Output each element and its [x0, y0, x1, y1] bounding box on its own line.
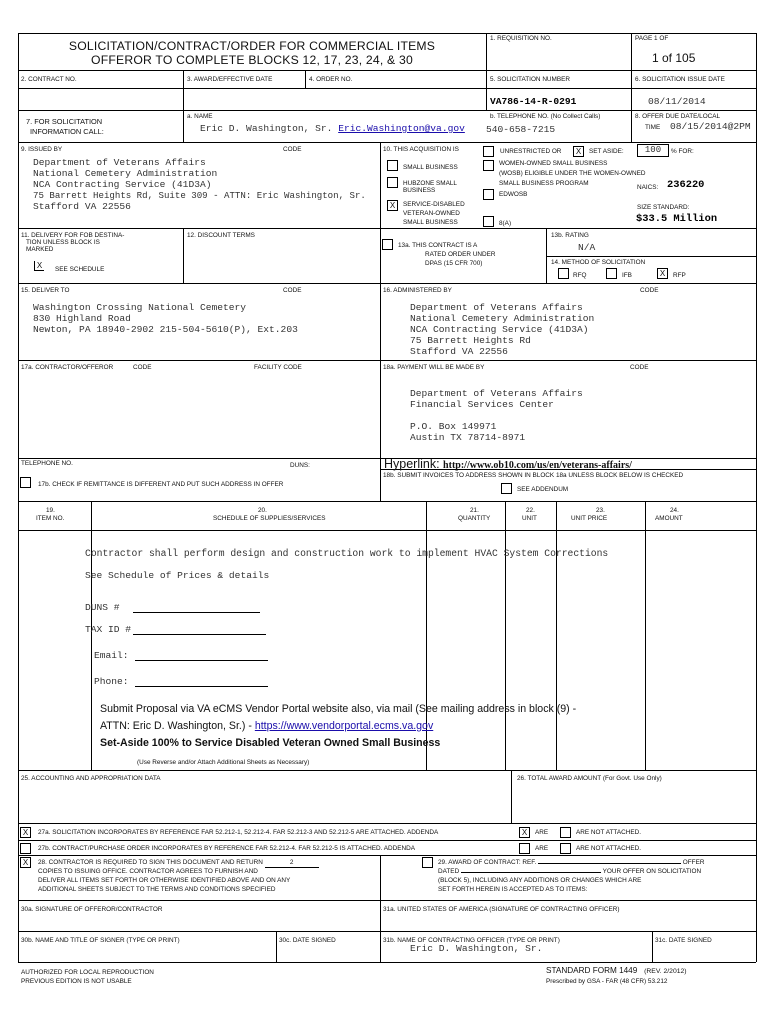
- 29-line3: (BLOCK 5), INCLUDING ANY ADDITIONS OR CHANGES WHICH ARE: [438, 877, 642, 884]
- taxid-field-label: TAX ID #: [85, 624, 132, 635]
- 27b-are-label: ARE: [535, 845, 549, 852]
- 31b-label: 31b. NAME OF CONTRACTING OFFICER (TYPE OR PRINT): [383, 937, 560, 944]
- see-schedule-label: SEE SCHEDULE: [55, 266, 105, 273]
- rfp-checkbox[interactable]: X: [657, 268, 668, 279]
- col24-label: AMOUNT: [655, 515, 683, 522]
- admin-line5: Stafford VA 22556: [410, 346, 508, 357]
- accounting-label: 25. ACCOUNTING AND APPROPRIATION DATA: [21, 775, 161, 782]
- 27a-are-label: ARE: [535, 829, 549, 836]
- hubzone-label1: HUBZONE SMALL: [403, 180, 457, 187]
- small-business-label: SMALL BUSINESS: [403, 164, 458, 171]
- issue-date-label: 6. SOLICITATION ISSUE DATE: [635, 76, 725, 83]
- set-aside-label: SET ASIDE:: [589, 148, 624, 155]
- name-label: a. NAME: [187, 113, 213, 120]
- issued-by-code-label: CODE: [283, 146, 302, 153]
- 8a-checkbox[interactable]: [483, 216, 494, 227]
- issued-by-label: 9. ISSUED BY: [21, 146, 63, 153]
- percent-for-label: % FOR:: [671, 148, 694, 155]
- ifb-checkbox[interactable]: [606, 268, 617, 279]
- see-addendum-label: SEE ADDENDUM: [517, 486, 569, 493]
- issued-by-line4: 75 Barrett Heights Rd, Suite 309 - ATTN: Eric Washington, Sr.: [33, 190, 366, 201]
- hyperlink-label: Hyperlink:: [384, 457, 444, 471]
- 29-checkbox[interactable]: [422, 857, 433, 868]
- edwosb-label: EDWOSB: [499, 191, 528, 198]
- delivery-fob-label2: TION UNLESS BLOCK IS: [26, 239, 100, 246]
- offer-due-value: 08/15/2014@2PM: [670, 121, 751, 132]
- acquisition-label: 10. THIS ACQUISITION IS: [383, 146, 459, 153]
- 30b-label: 30b. NAME AND TITLE OF SIGNER (TYPE OR PRINT): [21, 937, 180, 944]
- 31b-value: Eric D. Washington, Sr.: [410, 943, 543, 954]
- submit-proposal-line1: Submit Proposal via VA eCMS Vendor Portal website also, via mail (See mailing address in block (9) -: [100, 703, 577, 715]
- page-count: 1 of 105: [652, 51, 696, 65]
- copies-field[interactable]: 2: [265, 859, 319, 868]
- sdvosb-checkbox[interactable]: X: [387, 200, 398, 211]
- rated-order-label2: RATED ORDER UNDER: [425, 251, 496, 258]
- admin-line3: NCA Contracting Service (41D3A): [410, 324, 589, 335]
- hyperlink[interactable]: [384, 455, 632, 473]
- solicitation-number-label: 5. SOLICITATION NUMBER: [490, 76, 571, 83]
- payment-line4: P.O. Box 149971: [410, 421, 497, 432]
- prescribed-label: Prescribed by GSA - FAR (48 CFR) 53.212: [546, 978, 668, 985]
- col21-num: 21.: [470, 507, 479, 514]
- rfq-checkbox[interactable]: [558, 268, 569, 279]
- hubzone-label2: BUSINESS: [403, 187, 436, 194]
- 30c-label: 30c. DATE SIGNED: [279, 937, 336, 944]
- administered-by-label: 16. ADMINISTERED BY: [383, 287, 452, 294]
- page-label: PAGE 1 OF: [635, 35, 669, 42]
- sdvosb-label2: VETERAN-OWNED: [403, 210, 460, 217]
- 27a-are-not-checkbox[interactable]: [560, 827, 571, 838]
- col21-label: QUANTITY: [458, 515, 491, 522]
- admin-line1: Department of Veterans Affairs: [410, 302, 583, 313]
- delivery-fob-label1: 11. DELIVERY FOR FOB DESTINA-: [21, 232, 125, 239]
- deliver-to-label: 15. DELIVER TO: [21, 287, 70, 294]
- sdvosb-label1: SERVICE-DISABLED: [403, 201, 465, 208]
- remittance-checkbox[interactable]: [20, 477, 31, 488]
- email-input[interactable]: [135, 660, 268, 661]
- col23-num: 23.: [596, 507, 605, 514]
- payment-line1: Department of Veterans Affairs: [410, 388, 583, 399]
- 27a-are-not-label: ARE NOT ATTACHED.: [576, 829, 641, 836]
- payment-line5: Austin TX 78714-8971: [410, 432, 526, 443]
- 31a-label: 31a. UNITED STATES OF AMERICA (SIGNATURE OF CONTRACTING OFFICER): [383, 906, 620, 913]
- unrestricted-label: UNRESTRICTED OR: [500, 148, 562, 155]
- 27b-are-checkbox[interactable]: [519, 843, 530, 854]
- award-date-label: 3. AWARD/EFFECTIVE DATE: [187, 76, 273, 83]
- 29-line1: 29. AWARD OF CONTRACT: REF. OFFER: [438, 859, 705, 866]
- col19-num: 19.: [46, 507, 55, 514]
- issued-by-line2: National Cemetery Administration: [33, 168, 218, 179]
- col22-num: 22.: [526, 507, 535, 514]
- duns-field-label: DUNS #: [85, 602, 120, 613]
- issued-by-line3: NCA Contracting Service (41D3A): [33, 179, 212, 190]
- 31c-label: 31c. DATE SIGNED: [655, 937, 712, 944]
- 28-line3: DELIVER ALL ITEMS SET FORTH OR OTHERWISE IDENTIFIED ABOVE AND ON ANY: [38, 877, 291, 884]
- col24-num: 24.: [670, 507, 679, 514]
- vendor-portal-link[interactable]: https://www.vendorportal.ecms.va.gov: [254, 720, 434, 732]
- 28-line2: COPIES TO ISSUING OFFICE. CONTRACTOR AGREES TO FURNISH AND: [38, 868, 258, 875]
- telephone-label: b. TELEPHONE NO. (No Collect Calls): [490, 113, 601, 120]
- remittance-label: 17b. CHECK IF REMITTANCE IS DIFFERENT AND PUT SUCH ADDRESS IN OFFER: [38, 481, 284, 488]
- solicitation-info-label: 7. FOR SOLICITATION: [26, 117, 103, 126]
- reverse-note: (Use Reverse and/or Attach Additional Sheets as Necessary): [137, 759, 310, 766]
- naics-value: 236220: [667, 179, 705, 191]
- ifb-label: IFB: [622, 272, 632, 279]
- solicitation-number: VA786-14-R-0291: [490, 96, 577, 107]
- phone-input[interactable]: [135, 686, 268, 687]
- wosb-label2: (WOSB) ELIGIBLE UNDER THE WOMEN-OWNED: [499, 170, 646, 177]
- col19-label: ITEM NO.: [36, 515, 65, 522]
- issued-by-line5: Stafford VA 22556: [33, 201, 131, 212]
- wosb-label3: SMALL BUSINESS PROGRAM: [499, 180, 589, 187]
- discount-terms-label: 12. DISCOUNT TERMS: [187, 232, 255, 239]
- requisition-label: 1. REQUISITION NO.: [490, 35, 552, 42]
- order-no-label: 4. ORDER NO.: [309, 76, 353, 83]
- 28-line4: ADDITIONAL SHEETS SUBJECT TO THE TERMS AND CONDITIONS SPECIFIED: [38, 886, 276, 893]
- issue-date: 08/11/2014: [648, 96, 706, 107]
- 30a-label: 30a. SIGNATURE OF OFFEROR/CONTRACTOR: [21, 906, 163, 913]
- 27b-are-not-label: ARE NOT ATTACHED.: [576, 845, 641, 852]
- duns-input[interactable]: [133, 612, 260, 613]
- deliver-line1: Washington Crossing National Cemetery: [33, 302, 247, 313]
- 29-line2: DATED YOUR OFFER ON SOLICITATION: [438, 868, 702, 875]
- 27a-checkbox[interactable]: X: [20, 827, 31, 838]
- payment-line2: Financial Services Center: [410, 399, 554, 410]
- time-label: TIME: [645, 124, 661, 131]
- set-aside-statement: Set-Aside 100% to Service Disabled Veteran Owned Small Business: [100, 737, 441, 749]
- email-field-label: Email:: [94, 650, 129, 661]
- form-title-line2: OFFEROR TO COMPLETE BLOCKS 12, 17, 23, 24, & 30: [91, 53, 413, 67]
- edwosb-checkbox[interactable]: [483, 189, 494, 200]
- 29-line4: SET FORTH HEREIN IS ACCEPTED AS TO ITEMS:: [438, 886, 588, 893]
- deliver-line3: Newton, PA 18940-2902 215-504-5610(P), Ext.203: [33, 324, 298, 335]
- rating-value: N/A: [578, 242, 596, 253]
- form-title-line1: SOLICITATION/CONTRACT/ORDER FOR COMMERCIAL ITEMS: [68, 39, 436, 53]
- see-schedule-checkbox[interactable]: X: [34, 261, 44, 271]
- telephone-value: 540-658-7215: [486, 124, 556, 135]
- small-business-checkbox[interactable]: [387, 160, 398, 171]
- 27b-checkbox[interactable]: [20, 843, 31, 854]
- telephone-no-label: TELEPHONE NO.: [21, 460, 73, 467]
- deliver-code-label: CODE: [283, 287, 302, 294]
- naics-label: NAICS:: [637, 184, 659, 191]
- contact-email-link[interactable]: Eric.Washington@va.gov: [338, 123, 465, 134]
- payment-label: 18a. PAYMENT WILL BE MADE BY: [383, 364, 485, 371]
- payment-code-label: CODE: [630, 364, 649, 371]
- contractor-code-label: CODE: [133, 364, 152, 371]
- sdvosb-label3: SMALL BUSINESS: [403, 219, 458, 226]
- col20-label: SCHEDULE OF SUPPLIES/SERVICES: [213, 515, 326, 522]
- col22-label: UNIT: [522, 515, 537, 522]
- admin-line2: National Cemetery Administration: [410, 313, 595, 324]
- hyperlink-url[interactable]: http://www.ob10.com/us/en/veterans-affairs/: [443, 460, 632, 471]
- set-aside-checkbox[interactable]: X: [573, 146, 584, 157]
- contact-name: Eric D. Washington, Sr. Eric.Washington@va.gov: [200, 123, 465, 134]
- col23-label: UNIT PRICE: [571, 515, 608, 522]
- 28-line1: 28. CONTRACTOR IS REQUIRED TO SIGN THIS DOCUMENT AND RETURN 2: [38, 859, 319, 868]
- method-label: 14. METHOD OF SOLICITATION: [551, 259, 646, 266]
- footer-line2: PREVIOUS EDITION IS NOT USABLE: [21, 978, 132, 985]
- admin-code-label: CODE: [640, 287, 659, 294]
- contract-no-label: 2. CONTRACT NO.: [21, 76, 77, 83]
- rfp-label: RFP: [673, 272, 686, 279]
- wosb-label1: WOMEN-OWNED SMALL BUSINESS: [499, 160, 608, 167]
- deliver-line2: 830 Highland Road: [33, 313, 131, 324]
- 27a-label: 27a. SOLICITATION INCORPORATES BY REFERENCE FAR 52.212-1, 52.212-4. FAR 52.212-3 AND 52.212-5 ARE ATTACHED. ADDENDA: [38, 829, 439, 836]
- rated-order-label3: DPAS (15 CFR 700): [425, 260, 483, 267]
- standard-form-label: STANDARD FORM 1449 (REV. 2/2012): [546, 966, 687, 975]
- rated-order-checkbox[interactable]: [382, 239, 393, 250]
- contractor-label: 17a. CONTRACTOR/OFFEROR: [21, 364, 114, 371]
- col20-num: 20.: [258, 507, 267, 514]
- duns-label: DUNS:: [290, 462, 310, 469]
- footer-line1: AUTHORIZED FOR LOCAL REPRODUCTION: [21, 969, 154, 976]
- rfq-label: RFQ: [573, 272, 587, 279]
- rating-label: 13b. RATING: [551, 232, 589, 239]
- offer-due-label: 8. OFFER DUE DATE/LOCAL: [635, 113, 721, 120]
- submit-proposal-line2: ATTN: Eric D. Washington, Sr.) - https://www.vendorportal.ecms.va.gov: [100, 720, 434, 732]
- rated-order-label1: 13a. THIS CONTRACT IS A: [398, 242, 478, 249]
- delivery-fob-label3: MARKED: [26, 246, 54, 253]
- 28-checkbox[interactable]: X: [20, 857, 31, 868]
- set-aside-percent-field[interactable]: 100: [637, 144, 669, 157]
- wosb-checkbox[interactable]: [483, 160, 494, 171]
- 27b-label: 27b. CONTRACT/PURCHASE ORDER INCORPORATES BY REFERENCE FAR 52.212-4. FAR 52.212-5 IS ATTACHED. ADDENDA: [38, 845, 416, 852]
- facility-code-label: FACILITY CODE: [254, 364, 302, 371]
- schedule-line2: See Schedule of Prices & details: [85, 570, 270, 581]
- 8a-label: 8(A): [499, 220, 512, 227]
- total-award-label: 26. TOTAL AWARD AMOUNT (For Govt. Use Only): [517, 775, 662, 782]
- size-standard-value: $33.5 Million: [636, 213, 718, 225]
- admin-line4: 75 Barrett Heights Rd: [410, 335, 531, 346]
- size-standard-label: SIZE STANDARD:: [637, 204, 690, 211]
- see-addendum-checkbox[interactable]: [501, 483, 512, 494]
- issued-by-line1: Department of Veterans Affairs: [33, 157, 206, 168]
- submit-invoices-label: 18b. SUBMIT INVOICES TO ADDRESS SHOWN IN BLOCK 18a UNLESS BLOCK BELOW IS CHECKED: [383, 472, 684, 479]
- 27b-are-not-checkbox[interactable]: [560, 843, 571, 854]
- solicitation-info-label2: INFORMATION CALL:: [30, 127, 104, 136]
- 27a-are-checkbox[interactable]: X: [519, 827, 530, 838]
- unrestricted-checkbox[interactable]: [483, 146, 494, 157]
- schedule-line1: Contractor shall perform design and construction work to implement HVAC System Corrections: [85, 548, 609, 559]
- hubzone-checkbox[interactable]: [387, 177, 398, 188]
- taxid-input[interactable]: [133, 634, 266, 635]
- phone-field-label: Phone:: [94, 676, 129, 687]
